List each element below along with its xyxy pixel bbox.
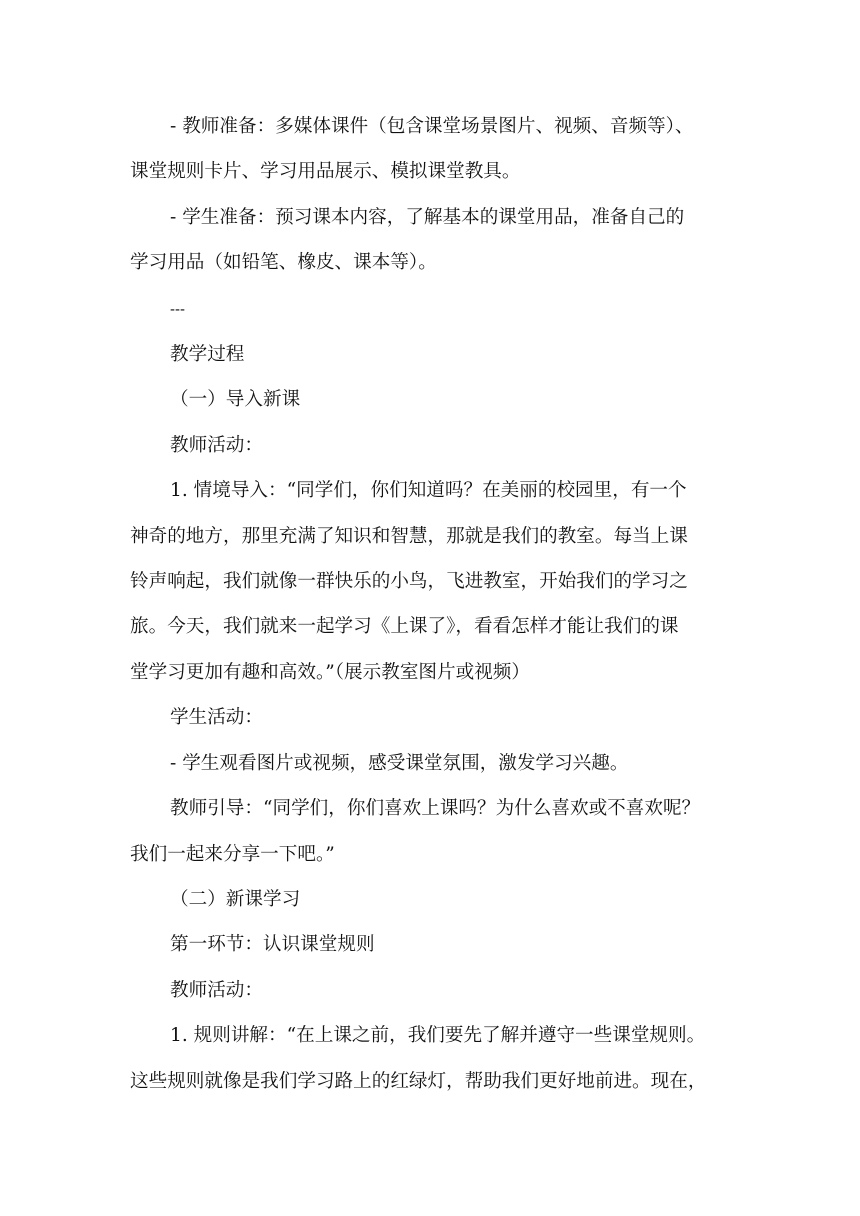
section-heading: 教学过程 bbox=[170, 344, 245, 366]
document-body bbox=[130, 104, 730, 1104]
text-line: 教师引导：“同学们，你们喜欢上课吗？为什么喜欢或不喜欢呢？ bbox=[170, 798, 701, 820]
separator-text: --- bbox=[170, 300, 185, 318]
intro-paragraph bbox=[130, 468, 730, 695]
text-line: 旅。今天，我们就来一起学习《上课了》，看看怎样才能让我们的课 bbox=[130, 616, 679, 638]
text-line: 堂学习更加有趣和高效。”（展示教室图片或视频） bbox=[130, 661, 530, 683]
text-line: 我们一起来分享一下吧。” bbox=[130, 843, 335, 865]
text-line: 铃声响起，我们就像一群快乐的小鸟，飞进教室，开始我们的学习之 bbox=[130, 571, 688, 593]
text-line: - 教师准备：多媒体课件（包含课堂场景图片、视频、音频等）、 bbox=[170, 116, 694, 137]
text-line: 神奇的地方，那里充满了知识和智慧，那就是我们的教室。每当上课 bbox=[130, 525, 688, 547]
text-line: 1. 情境导入：“同学们，你们知道吗？在美丽的校园里，有一个 bbox=[170, 480, 687, 502]
rules-paragraph bbox=[130, 1013, 730, 1104]
activity-label: 学生活动： bbox=[170, 707, 263, 729]
text-line: 学习用品（如铅笔、橡皮、课本等）。 bbox=[130, 252, 437, 274]
subsection-heading: （二）新课学习 bbox=[170, 888, 301, 910]
activity-label: 教师活动： bbox=[170, 979, 263, 1001]
student-preparation-paragraph bbox=[130, 195, 730, 286]
teacher-preparation-paragraph bbox=[130, 104, 730, 195]
subsection-heading: （一）导入新课 bbox=[170, 389, 301, 411]
separator-line bbox=[130, 286, 730, 332]
teacher-guide-paragraph bbox=[130, 786, 730, 877]
text-line: - 学生准备：预习课本内容，了解基本的课堂用品，准备自己的 bbox=[170, 206, 685, 228]
activity-label: 教师活动： bbox=[170, 434, 263, 456]
step-heading: 第一环节：认识课堂规则 bbox=[170, 934, 375, 956]
student-watch-line: - 学生观看图片或视频，感受课堂氛围，激发学习兴趣。 bbox=[170, 752, 629, 774]
text-line: 课堂规则卡片、学习用品展示、模拟课堂教具。 bbox=[130, 161, 521, 183]
text-line: 这些规则就像是我们学习路上的红绿灯，帮助我们更好地前进。现在， bbox=[130, 1070, 707, 1092]
text-line: 1. 规则讲解：“在上课之前，我们要先了解并遵守一些课堂规则。 bbox=[170, 1025, 706, 1047]
